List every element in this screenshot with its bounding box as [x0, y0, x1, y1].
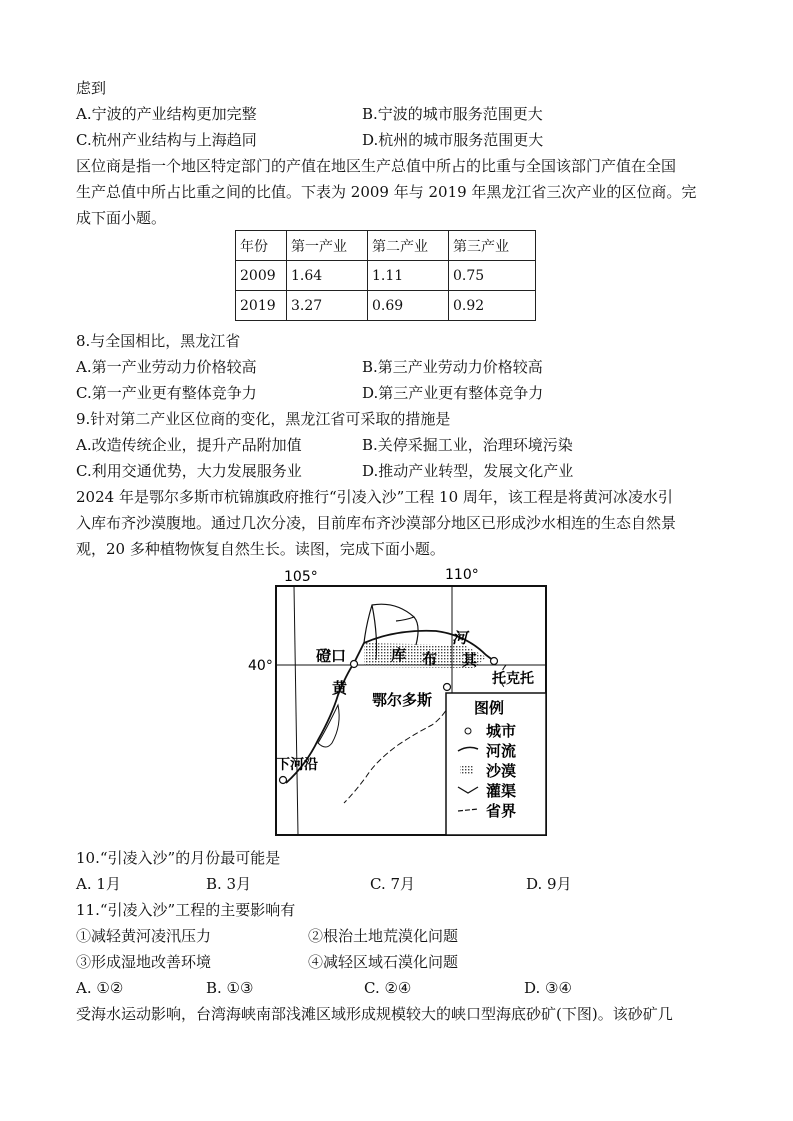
line-continue: 虑到 [76, 79, 107, 97]
q11-stem: 11.“引凌入沙”工程的主要影响有 [76, 901, 296, 919]
table-cell: 0.75 [449, 261, 536, 291]
table-row [236, 291, 536, 321]
legend-river: 河流 [486, 742, 517, 760]
legend-title: 图例 [474, 699, 505, 717]
label-he: 河 [452, 629, 468, 647]
q11-statement-3: ③形成湿地改善环境 [76, 953, 212, 971]
passage-line: 生产总值中所占比重之间的比值。下表为 2009 年与 2019 年黑龙江省三次产业的区位商。完 [76, 183, 697, 201]
q10-option-d: D. 9月 [526, 875, 572, 893]
q10-stem: 10.“引凌入沙”的月份最可能是 [76, 849, 281, 867]
q11-statement-4: ④减轻区域石漠化问题 [308, 953, 459, 971]
q11-option-c: C. ②④ [364, 979, 412, 997]
table-header-row [236, 231, 536, 261]
q11-option-b: B. ①③ [206, 979, 254, 997]
label-huang: 黄 [332, 679, 348, 697]
q10-option-a: A. 1月 [76, 875, 121, 893]
q10-option-c: C. 7月 [370, 875, 416, 893]
table-cell: 2019 [236, 291, 287, 321]
kubuqi-map [246, 565, 556, 840]
q11-statement-1: ①减轻黄河凌汛压力 [76, 927, 212, 945]
label-105: 105° [284, 569, 318, 585]
q11-statement-2: ②根治土地荒漠化问题 [308, 927, 459, 945]
q9-option-d: D.推动产业转型，发展文化产业 [362, 462, 574, 480]
passage-line: 成下面小题。 [76, 209, 167, 227]
legend-desert: 沙漠 [486, 762, 517, 780]
city-ordos [444, 684, 451, 691]
q9-option-c: C.利用交通优势，大力发展服务业 [76, 462, 302, 480]
passage-line: 入库布齐沙漠腹地。通过几次分凌，目前库布齐沙漠部分地区已形成沙水相连的生态自然景 [76, 514, 677, 532]
q8-option-d: D.第三产业更有整体竞争力 [362, 384, 544, 402]
city-tuoketuo [491, 658, 498, 665]
legend-canal: 灌渠 [486, 782, 517, 800]
table-cell: 1.11 [368, 261, 449, 291]
table-cell: 2009 [236, 261, 287, 291]
label-ku: 库 [391, 646, 407, 664]
q8-stem: 8.与全国相比，黑龙江省 [76, 332, 241, 350]
table-cell: 0.69 [368, 291, 449, 321]
q7-option-a: A.宁波的产业结构更加完整 [76, 105, 257, 123]
location-quotient-table [235, 230, 536, 321]
q9-option-b: B.关停采掘工业，治理环境污染 [362, 436, 573, 454]
q7-option-d: D.杭州的城市服务范围更大 [362, 131, 544, 149]
label-bu: 布 [422, 650, 438, 668]
table-header-cell: 第三产业 [449, 231, 536, 261]
table-header-cell: 第二产业 [368, 231, 449, 261]
label-qi: 其 [462, 651, 478, 669]
label-xiaheyan: 下河沿 [276, 757, 318, 773]
table-cell: 0.92 [449, 291, 536, 321]
passage-line: 2024 年是鄂尔多斯市杭锦旗政府推行“引凌入沙”工程 10 周年，该工程是将黄河冰凌水引 [76, 488, 673, 506]
q7-option-b: B.宁波的城市服务范围更大 [362, 105, 543, 123]
legend-city: 城市 [486, 722, 517, 740]
q7-option-c: C.杭州产业结构与上海趋同 [76, 131, 257, 149]
passage-line: 受海水运动影响，台湾海峡南部浅滩区域形成规模较大的峡口型海底砂矿(下图)。该砂矿几 [76, 1005, 673, 1023]
passage-line: 区位商是指一个地区特定部门的产值在地区生产总值中所占的比重与全国该部门产值在全国 [76, 157, 677, 175]
label-110: 110° [445, 567, 479, 583]
city-xiaheyan [280, 777, 287, 784]
q11-option-a: A. ①② [76, 979, 124, 997]
label-dengkou: 磴口 [316, 647, 347, 665]
label-ordos: 鄂尔多斯 [372, 691, 433, 709]
table-cell: 3.27 [287, 291, 368, 321]
table-header-cell: 第一产业 [287, 231, 368, 261]
q10-option-b: B. 3月 [206, 875, 252, 893]
legend-city-icon [465, 728, 471, 734]
q8-option-b: B.第三产业劳动力价格较高 [362, 358, 543, 376]
q9-stem: 9.针对第二产业区位商的变化，黑龙江省可采取的措施是 [76, 410, 451, 428]
table-cell: 1.64 [287, 261, 368, 291]
label-tuoketuo: 托克托 [492, 671, 534, 687]
city-dengkou [351, 661, 358, 668]
q9-option-a: A.改造传统企业，提升产品附加值 [76, 436, 302, 454]
q11-option-d: D. ③④ [524, 979, 572, 997]
table-row [236, 261, 536, 291]
legend-border: 省界 [486, 802, 517, 820]
q8-option-a: A.第一产业劳动力价格较高 [76, 358, 257, 376]
table-header-cell: 年份 [236, 231, 287, 261]
q8-option-c: C.第一产业更有整体竞争力 [76, 384, 257, 402]
passage-line: 观，20 多种植物恢复自然生长。读图，完成下面小题。 [76, 540, 445, 558]
label-40: 40° [248, 658, 273, 674]
legend-desert-icon [460, 765, 474, 775]
